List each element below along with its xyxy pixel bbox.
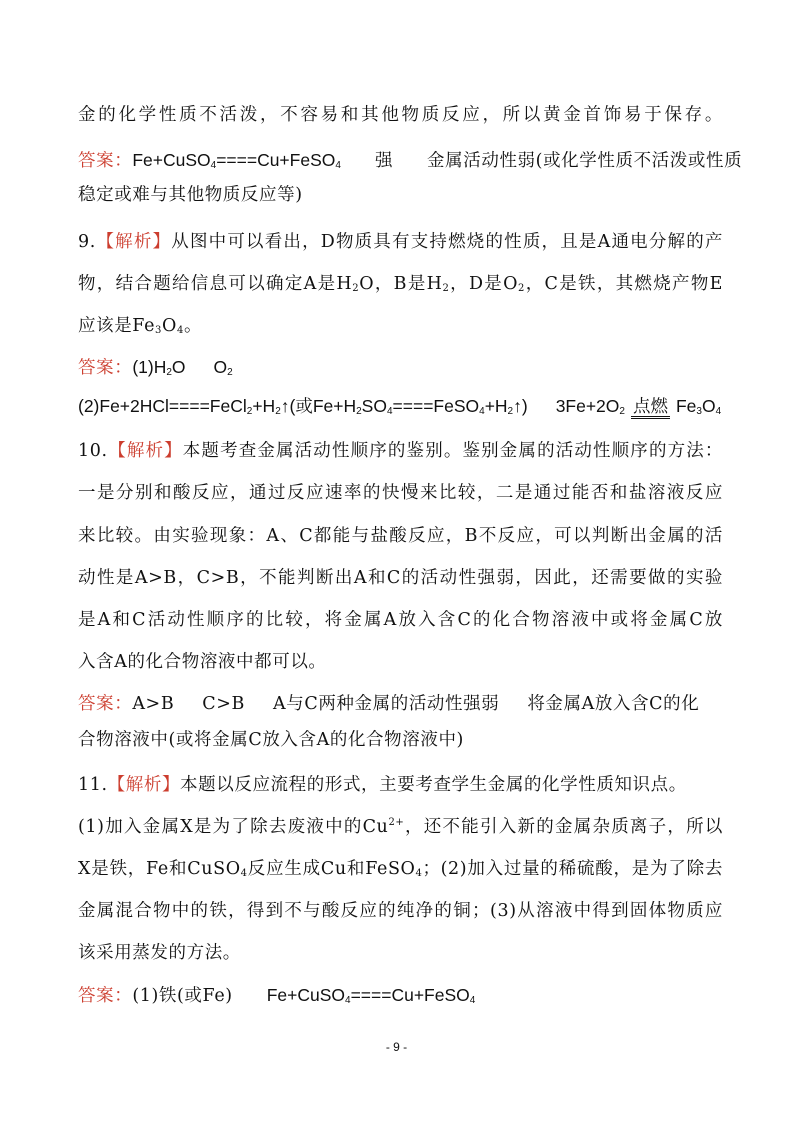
q9-number: 9. bbox=[78, 232, 96, 252]
q10-text-2: 一是分别和酸反应，通过反应速率的快慢来比较，二是通过能否和盐溶液反应 bbox=[78, 483, 723, 503]
q10-answer-d: 将金属A放入含C的化 bbox=[527, 694, 700, 714]
q10-answer-line-2 bbox=[78, 726, 723, 754]
q11-text-2: (1)加入金属X是为了除去废液中的$Cu^{2+}$，还不能引入新的金属杂质离子，所以 bbox=[78, 817, 723, 837]
q8-answer-line bbox=[78, 146, 743, 174]
q11-text-4: 金属混合物中的铁，得到不与酸反应的纯净的铜；(3)从溶液中得到固体物质应 bbox=[78, 901, 723, 921]
answer-label: 答案： bbox=[78, 986, 133, 1006]
q8-answer-line-2 bbox=[78, 181, 723, 209]
q10-answer-cont: 合物溶液中(或将金属C放入含A的化合物溶液中) bbox=[78, 730, 464, 750]
q8-analysis-line bbox=[78, 101, 723, 129]
q10-number: 10. bbox=[78, 441, 108, 461]
q9-equation-2: $3Fe+2O_2$ 点燃 $Fe_3O_4$ bbox=[555, 396, 722, 417]
q10-line-2 bbox=[78, 479, 723, 507]
reaction-condition: 点燃 bbox=[631, 396, 670, 419]
q11-answer-1: (1)铁(或Fe) bbox=[132, 986, 233, 1006]
q11-equation: Fe+CuSO$_4$====Cu+FeSO$_4$ bbox=[266, 985, 476, 1006]
q9-line-2 bbox=[78, 270, 723, 298]
q8-answer-strong: 强 bbox=[374, 151, 394, 171]
q10-answer-line-1 bbox=[78, 690, 723, 718]
q11-line-2 bbox=[78, 813, 723, 841]
q11-text-3: X是铁，Fe和CuSO$_4$反应生成Cu和FeSO$_4$；(2)加入过量的稀硫酸，是为了除去 bbox=[78, 859, 724, 879]
q8-answer-reason: 金属活动性弱(或化学性质不活泼或性质 bbox=[427, 151, 743, 171]
q10-line-4 bbox=[78, 564, 723, 592]
q9-line-1 bbox=[78, 228, 723, 256]
q11-number: 11. bbox=[78, 775, 108, 795]
q10-answer-a: A>B bbox=[132, 694, 175, 714]
q10-line-5 bbox=[78, 606, 723, 634]
q10-text-4: 动性是A>B，C>B，不能判断出A和C的活动性强弱，因此，还需要做的实验 bbox=[78, 568, 723, 588]
answer-label: 答案： bbox=[78, 358, 133, 378]
analysis-tag: 【解析】 bbox=[107, 441, 183, 461]
analysis-tag: 【解析】 bbox=[107, 775, 181, 795]
answer-label: 答案： bbox=[78, 151, 133, 171]
q11-line-1 bbox=[78, 771, 723, 799]
q11-line-3 bbox=[78, 855, 723, 883]
q8-text: 金的化学性质不活泼，不容易和其他物质反应，所以黄金首饰易于保存。 bbox=[78, 105, 723, 125]
q9-text-2: 物，结合题给信息可以确定A是$H_2O$，B是$H_2$，D是$O_2$，C是铁，其燃烧产物E bbox=[78, 274, 724, 294]
q9-answer-1: $(1)H_2O$ $O_2$ bbox=[132, 357, 233, 378]
answer-label: 答案： bbox=[78, 694, 133, 714]
q8-answer-reason-cont: 稳定或难与其他物质反应等) bbox=[78, 185, 303, 205]
q9-text-1: 从图中可以看出，D物质具有支持燃烧的性质，且是A通电分解的产 bbox=[171, 232, 723, 252]
q10-answer-b: C>B bbox=[202, 694, 245, 714]
q9-equation-1: $(2)Fe+2HCl====FeCl_2+H_2↑$(或$Fe+H_2SO_4====FeSO_4+H_2↑$) bbox=[78, 396, 528, 417]
q11-text-5: 该采用蒸发的方法。 bbox=[78, 943, 241, 963]
q10-answer-c: A与C两种金属的活动性强弱 bbox=[273, 694, 500, 714]
page-number: - 9 - bbox=[385, 1040, 408, 1054]
q8-equation: Fe+CuSO$_4$====Cu+FeSO$_4$ bbox=[132, 150, 341, 171]
q11-answer-line bbox=[78, 981, 723, 1009]
q10-line-6 bbox=[78, 648, 723, 676]
q10-line-3 bbox=[78, 522, 723, 550]
q10-text-6: 入含A的化合物溶液中都可以。 bbox=[78, 652, 327, 672]
q11-text-1: 本题以反应流程的形式，主要考查学生金属的化学性质知识点。 bbox=[180, 775, 687, 795]
analysis-tag: 【解析】 bbox=[95, 232, 172, 252]
q10-text-3: 来比较。由实验现象：A、C都能与盐酸反应，B不反应，可以判断出金属的活 bbox=[78, 526, 723, 546]
q10-text-5: 是A和C活动性顺序的比较，将金属A放入含C的化合物溶液中或将金属C放 bbox=[78, 610, 723, 630]
q9-text-3: 应该是$Fe_3O_4$。 bbox=[78, 316, 203, 336]
q9-answer-line-1 bbox=[78, 353, 723, 381]
q10-text-1: 本题考查金属活动性顺序的鉴别。鉴别金属的活动性顺序的方法： bbox=[182, 441, 723, 461]
q9-line-3 bbox=[78, 312, 723, 340]
q11-line-4 bbox=[78, 897, 723, 925]
q9-answer-line-2 bbox=[78, 392, 723, 420]
q11-line-5 bbox=[78, 939, 723, 967]
q10-line-1 bbox=[78, 437, 723, 465]
